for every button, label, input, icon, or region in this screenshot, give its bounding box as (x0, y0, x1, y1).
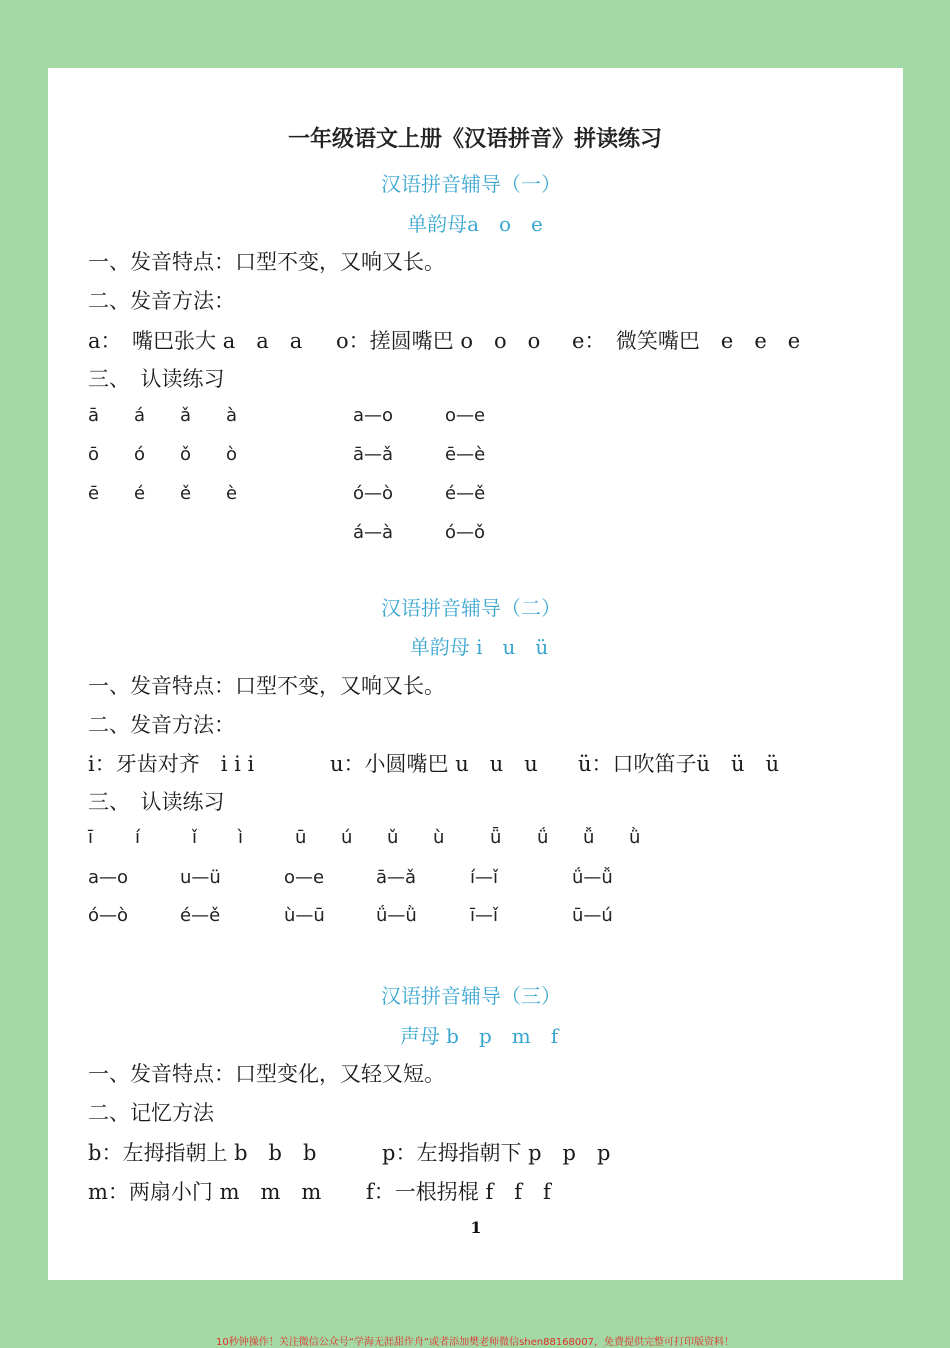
pair-1-left: a—o (353, 405, 394, 426)
section-2-practice-label: 三、 认读练习 (88, 790, 225, 814)
section-3-method-label: 二、记忆方法 (88, 1101, 214, 1125)
section-1-method-label: 二、发音方法： (88, 289, 235, 313)
tone-u1: ū (295, 827, 307, 848)
pair-4-right: ó—ǒ (445, 522, 486, 543)
section-1-heading: 汉语拼音辅导（一） (381, 172, 561, 196)
section-3-heading: 汉语拼音辅导（三） (381, 984, 561, 1008)
section-2-method-label: 二、发音方法： (88, 713, 235, 737)
method-f: f：一根拐棍 f f f (366, 1180, 551, 1204)
pair-1-right: o—e (445, 405, 486, 426)
pair-3-right: é—ě (445, 483, 486, 504)
tone-o1: ō (88, 444, 100, 465)
tone-a4: à (226, 405, 238, 426)
pair-row1-3: o—e (284, 867, 325, 888)
tone-e3: ě (180, 483, 192, 504)
pair-row2-5: ī—ǐ (470, 905, 499, 926)
section-3-feature: 一、发音特点：口型变化，又轻又短。 (88, 1062, 445, 1086)
pair-row1-6: ǘ—ǚ (572, 867, 613, 888)
tone-u4: ù (433, 827, 445, 848)
method-u: u：小圆嘴巴 u u u (330, 752, 538, 776)
method-o: o：搓圆嘴巴 o o o (336, 329, 541, 353)
method-v: ü：口吹笛子ü ü ü (578, 752, 780, 776)
page-number: 1 (470, 1218, 482, 1237)
method-b: b：左拇指朝上 b b b (88, 1141, 317, 1165)
tone-e2: é (134, 483, 146, 504)
method-e: e： 微笑嘴巴 e e e (572, 329, 801, 353)
tone-v1: ǖ (490, 827, 502, 848)
tone-e4: è (226, 483, 238, 504)
tone-v2: ǘ (537, 827, 549, 848)
pair-row1-4: ā—ǎ (376, 867, 417, 888)
tone-u2: ú (341, 827, 353, 848)
tone-i3: ǐ (192, 827, 198, 848)
pair-row2-2: é—ě (180, 905, 221, 926)
tone-e1: ē (88, 483, 100, 504)
tone-i4: ì (238, 827, 244, 848)
section-1-practice-label: 三、 认读练习 (88, 367, 225, 391)
tone-a2: á (134, 405, 146, 426)
tone-o4: ò (226, 444, 238, 465)
method-m: m：两扇小门 m m m (88, 1180, 322, 1204)
tone-v4: ǜ (629, 827, 641, 848)
pair-row2-6: ū—ú (572, 905, 613, 926)
tone-o2: ó (134, 444, 146, 465)
pair-row1-5: í—ǐ (470, 867, 499, 888)
tone-u3: ǔ (387, 827, 399, 848)
tone-v3: ǚ (583, 827, 595, 848)
tone-a3: ǎ (180, 405, 192, 426)
tone-i1: ī (88, 827, 94, 848)
pair-2-right: ē—è (445, 444, 486, 465)
section-2-heading: 汉语拼音辅导（二） (381, 596, 561, 620)
pair-2-left: ā—ǎ (353, 444, 394, 465)
method-p: p：左拇指朝下 p p p (382, 1141, 611, 1165)
pair-row2-3: ù—ū (284, 905, 325, 926)
pair-row1-1: a—o (88, 867, 129, 888)
method-i: i：牙齿对齐 i i i (88, 752, 255, 776)
section-1-subheading: 单韵母a o e (407, 212, 543, 236)
tone-o3: ǒ (180, 444, 192, 465)
section-1-feature: 一、发音特点：口型不变，又响又长。 (88, 250, 445, 274)
pair-4-left: á—à (353, 522, 394, 543)
pair-3-left: ó—ò (353, 483, 394, 504)
section-2-feature: 一、发音特点：口型不变，又响又长。 (88, 674, 445, 698)
method-a: a： 嘴巴张大 a a a (88, 329, 303, 353)
page-title: 一年级语文上册《汉语拼音》拼读练习 (287, 127, 662, 152)
tone-a1: ā (88, 405, 100, 426)
section-3-subheading: 声母 b p m f (399, 1024, 559, 1048)
section-2-subheading: 单韵母 i u ü (409, 635, 549, 659)
pair-row1-2: u—ü (180, 867, 221, 888)
footer-notice: 10秒钟操作！关注微信公众号“学海无涯甜作舟”或者添加樊老师微信shen88168007，免费提供完整可打印版资料！ (215, 1337, 735, 1348)
pair-row2-4: ǘ—ǜ (376, 905, 417, 926)
tone-i2: í (135, 827, 141, 848)
pair-row2-1: ó—ò (88, 905, 129, 926)
